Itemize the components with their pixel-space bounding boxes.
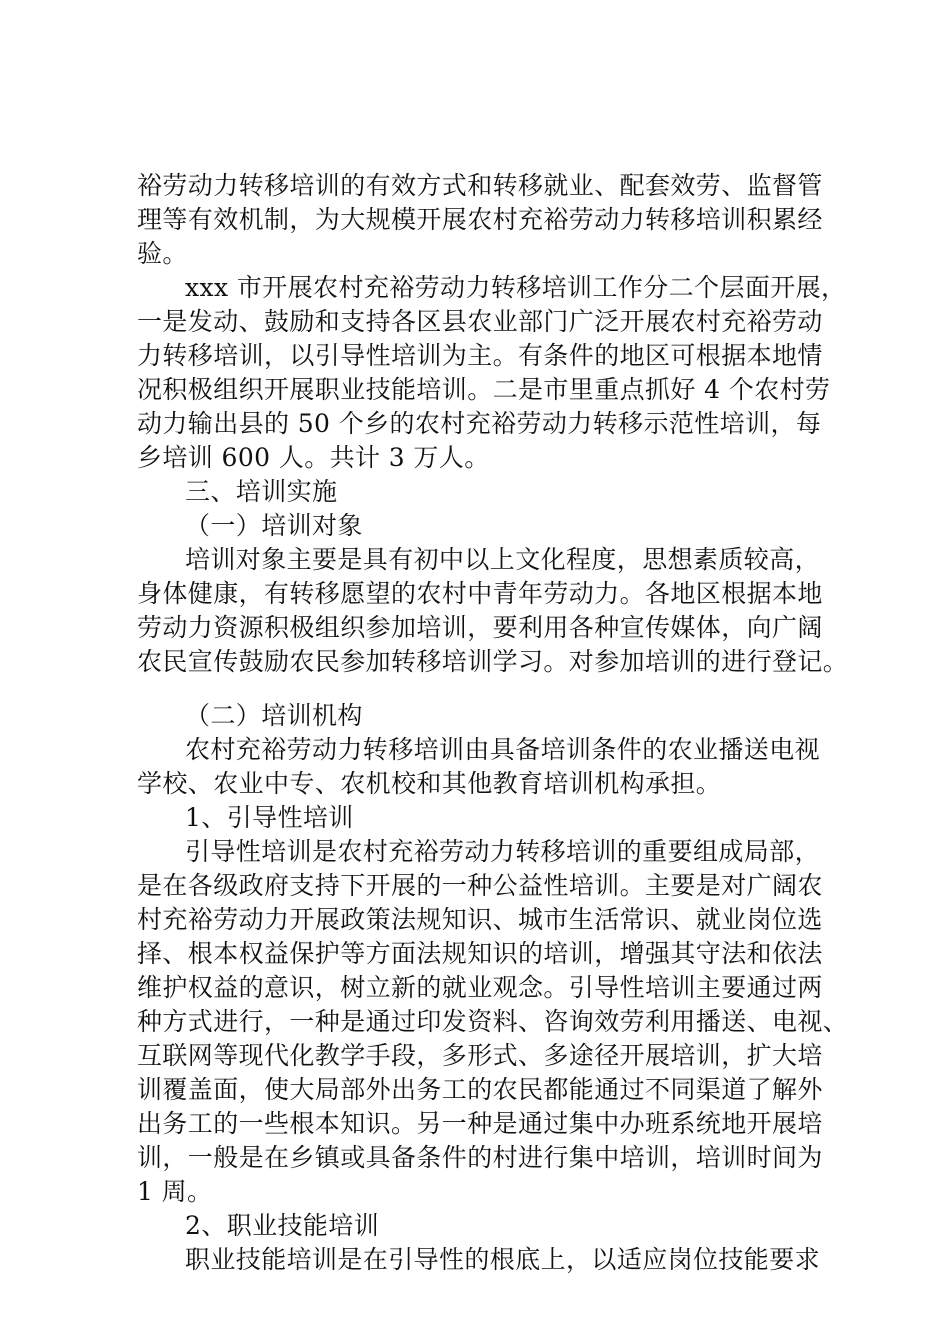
section-heading: 三、培训实施: [185, 477, 338, 506]
text-line: xxx 市开展农村充裕劳动力转移培训工作分二个层面开展，: [185, 273, 847, 302]
text-line: 职业技能培训是在引导性的根底上，以适应岗位技能要求: [185, 1245, 821, 1274]
text-line: 验。: [137, 239, 188, 268]
text-line: 引导性培训是农村充裕劳动力转移培训的重要组成局部，: [185, 837, 821, 866]
text-line: 乡培训 600 人。共计 3 万人。: [137, 443, 490, 472]
text-line: 村充裕劳动力开展政策法规知识、城市生活常识、就业岗位选: [137, 905, 823, 934]
subsection-heading: 1、引导性培训: [185, 803, 354, 832]
text-line: 1 周。: [137, 1177, 213, 1206]
text-line: 出务工的一些根本知识。另一种是通过集中办班系统地开展培: [137, 1109, 823, 1138]
subsection-heading: （二）培训机构: [185, 701, 363, 730]
subsection-heading: 2、职业技能培训: [185, 1211, 380, 1240]
text-line: 训，一般是在乡镇或具备条件的村进行集中培训，培训时间为: [137, 1143, 823, 1172]
text-line: 维护权益的意识，树立新的就业观念。引导性培训主要通过两: [137, 973, 823, 1002]
text-line: 裕劳动力转移培训的有效方式和转移就业、配套效劳、监督管: [137, 171, 823, 200]
text-line: 一是发动、鼓励和支持各区县农业部门广泛开展农村充裕劳动: [137, 307, 823, 336]
text-line: 劳动力资源积极组织参加培训，要利用各种宣传媒体，向广阔: [137, 613, 823, 642]
text-line: 学校、农业中专、农机校和其他教育培训机构承担。: [137, 769, 722, 798]
subsection-heading: （一）培训对象: [185, 511, 363, 540]
text-line: 力转移培训，以引导性培训为主。有条件的地区可根据本地情: [137, 341, 823, 370]
text-line: 况积极组织开展职业技能培训。二是市里重点抓好 4 个农村劳: [137, 375, 831, 404]
text-line: 互联网等现代化教学手段，多形式、多途径开展培训，扩大培: [137, 1041, 823, 1070]
text-line: 是在各级政府支持下开展的一种公益性培训。主要是对广阔农: [137, 871, 823, 900]
text-line: 农民宣传鼓励农民参加转移培训学习。对参加培训的进行登记。: [137, 647, 849, 676]
text-line: 农村充裕劳动力转移培训由具备培训条件的农业播送电视: [185, 735, 821, 764]
text-line: 训覆盖面，使大局部外出务工的农民都能通过不同渠道了解外: [137, 1075, 823, 1104]
text-line: 身体健康，有转移愿望的农村中青年劳动力。各地区根据本地: [137, 579, 823, 608]
text-line: 理等有效机制，为大规模开展农村充裕劳动力转移培训积累经: [137, 205, 823, 234]
text-line: 种方式进行，一种是通过印发资料、咨询效劳利用播送、电视、: [137, 1007, 849, 1036]
text-line: 择、根本权益保护等方面法规知识的培训，增强其守法和依法: [137, 939, 823, 968]
text-line: 动力输出县的 50 个乡的农村充裕劳动力转移示范性培训，每: [137, 409, 822, 438]
text-line: 培训对象主要是具有初中以上文化程度，思想素质较高，: [185, 545, 821, 574]
